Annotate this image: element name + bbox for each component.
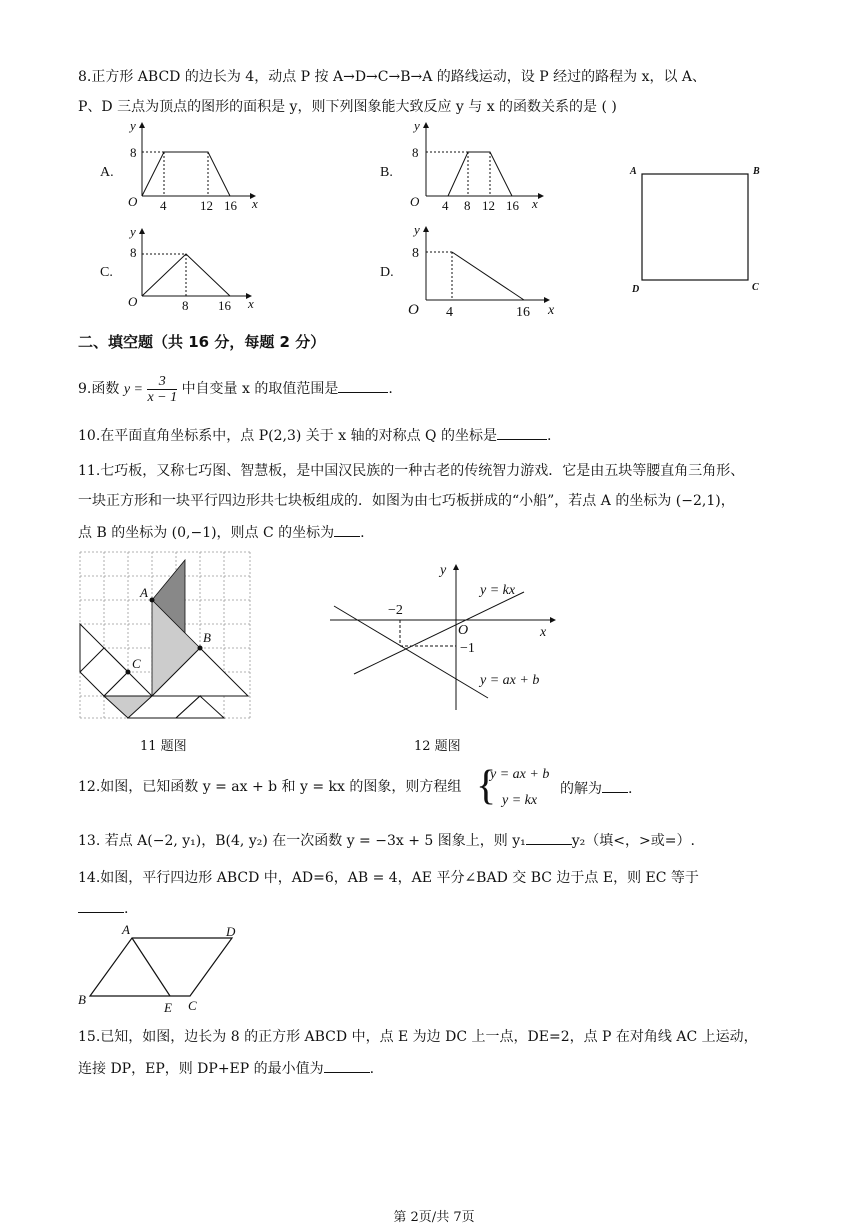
q14: 14.如图，平行四边形 ABCD 中，AD=6，AB = 4，AE 平分∠BAD 交 BC 边于点 E，则 EC 等于 [78, 870, 699, 886]
option-label: B. [380, 165, 393, 180]
tangram-boat-figure [78, 550, 254, 722]
option-d-graph [380, 224, 560, 320]
q12: 12.如图，已知函数 y = ax + b 和 y = kx 的图象，则方程组 [78, 779, 462, 795]
svg-text:A: A [140, 585, 148, 600]
option-label: A. [100, 165, 114, 180]
svg-text:8: 8 [130, 245, 137, 260]
answer-blank [334, 522, 360, 537]
answer-blank [338, 378, 388, 393]
svg-text:A: A [122, 922, 130, 937]
answer-blank [324, 1058, 370, 1073]
svg-text:y = kx: y = kx [480, 583, 516, 598]
q11-line3: 点 B 的坐标为 (0,−1)，则点 C 的坐标为 . [78, 522, 365, 542]
svg-text:8: 8 [464, 198, 471, 213]
answer-blank [497, 425, 547, 440]
svg-text:4: 4 [160, 198, 167, 213]
option-label: C. [100, 265, 113, 280]
q12-suffix: 的解为 . [560, 778, 632, 798]
svg-text:16: 16 [218, 298, 231, 313]
q11-line2: 一块正方形和一块平行四边形共七块板组成的．如图为由七巧板拼成的“小船”，若点 A 的坐标为 (−2,1)， [78, 493, 735, 509]
svg-text:C: C [752, 282, 759, 293]
svg-text:y: y [414, 118, 420, 133]
svg-text:D: D [226, 924, 236, 939]
q11-line1: 11.七巧板，又称七巧图、智慧板，是中国汉民族的一种古老的传统智力游戏．它是由五块等腰直角三角形、 [78, 463, 745, 479]
svg-text:O: O [458, 623, 469, 638]
svg-text:4: 4 [442, 198, 449, 213]
q12-graph [328, 560, 564, 720]
svg-text:y: y [130, 118, 136, 133]
svg-text:8: 8 [130, 145, 137, 160]
answer-blank [78, 898, 124, 913]
answer-blank [526, 830, 572, 845]
q15-line1: 15.已知，如图，边长为 8 的正方形 ABCD 中，点 E 为边 DC 上一点，DE=2，点 P 在对角线 AC 上运动， [78, 1029, 758, 1045]
q8-line1: 8.正方形 ABCD 的边长为 4，动点 P 按 A→D→C→B→A 的路线运动，设 P 经过的路程为 x，以 A、 [78, 69, 707, 85]
svg-text:x: x [252, 196, 258, 211]
svg-text:x: x [532, 196, 538, 211]
q12-eq2: y = kx [502, 793, 538, 808]
option-b-graph [380, 120, 550, 215]
option-a-graph [100, 120, 270, 215]
svg-text:O: O [128, 194, 138, 209]
svg-text:−1: −1 [460, 641, 475, 656]
svg-text:B: B [753, 166, 760, 177]
section-heading: 二、填空题（共 16 分，每题 2 分） [78, 333, 326, 351]
q15-line2: 连接 DP，EP，则 DP+EP 的最小值为 . [78, 1058, 374, 1078]
svg-text:x: x [548, 303, 555, 318]
svg-text:y: y [414, 222, 420, 237]
svg-text:x: x [248, 296, 254, 311]
q9: 9.函数 y = $\frac{3}{x - 1}$ 中自变量 x 的取值范围是 . [78, 373, 393, 405]
svg-text:B: B [78, 992, 86, 1007]
fraction: $\frac{3}{x - 1}$ [147, 373, 178, 405]
svg-text:−2: −2 [388, 603, 403, 618]
square-abcd [628, 162, 768, 294]
answer-blank [602, 778, 628, 793]
q10: 10.在平面直角坐标系中，点 P(2,3) 关于 x 轴的对称点 Q 的坐标是 . [78, 425, 551, 445]
svg-text:O: O [128, 294, 138, 309]
svg-text:x: x [540, 625, 547, 640]
svg-text:y = ax + b: y = ax + b [480, 673, 540, 688]
svg-text:8: 8 [182, 298, 189, 313]
svg-text:4: 4 [446, 305, 453, 320]
svg-text:y: y [440, 563, 447, 578]
svg-text:O: O [408, 302, 419, 318]
option-label: D. [380, 265, 394, 280]
svg-text:O: O [410, 194, 420, 209]
q14-blank-line: . [78, 898, 128, 918]
q8-line2: P、D 三点为顶点的图形的面积是 y，则下列图象能大致反应 y 与 x 的函数关系的是 ( ) [78, 99, 617, 115]
svg-text:8: 8 [412, 145, 419, 160]
svg-text:D: D [632, 284, 640, 295]
page-footer: 第 2页/共 7页 [393, 1210, 475, 1225]
svg-text:B: B [203, 630, 211, 645]
svg-text:C: C [188, 998, 197, 1013]
q12-eq1: y = ax + b [490, 767, 550, 782]
svg-text:12: 12 [200, 198, 213, 213]
svg-text:8: 8 [412, 246, 419, 261]
svg-text:16: 16 [516, 305, 530, 320]
figure-caption: 12 题图 [414, 739, 461, 754]
svg-text:E: E [164, 1000, 172, 1015]
svg-text:C: C [132, 656, 141, 671]
option-c-graph [100, 226, 270, 318]
svg-text:A: A [630, 166, 637, 177]
svg-text:y: y [130, 224, 136, 239]
svg-text:16: 16 [506, 198, 519, 213]
parallelogram-figure [78, 922, 254, 1014]
figure-caption: 11 题图 [140, 739, 187, 754]
svg-text:12: 12 [482, 198, 495, 213]
equation-brace: { [476, 763, 497, 809]
svg-text:16: 16 [224, 198, 237, 213]
q13: 13. 若点 A(−2, y₁)，B(4, y₂) 在一次函数 y = −3x + 5 图象上，则 y₁ y₂（填<，>或=）. [78, 830, 695, 850]
